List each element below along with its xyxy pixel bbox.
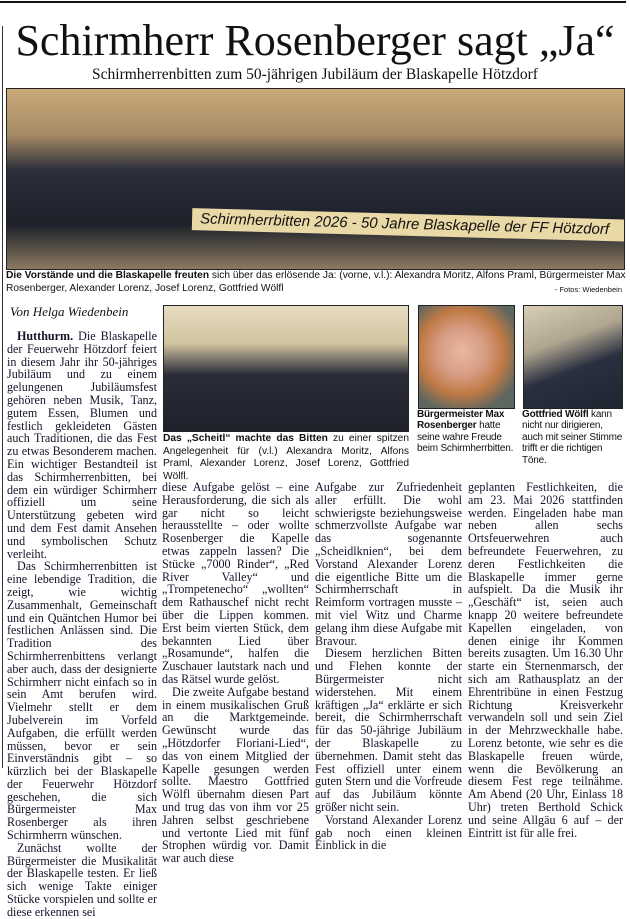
scheitl-photo — [163, 305, 409, 432]
article-column-4 — [468, 481, 623, 839]
caption-bold: Bürgermeister Max Rosenberger — [417, 409, 505, 432]
byline: Von Helga Wiedenbein — [10, 304, 129, 319]
rosenberger-photo-caption — [417, 409, 518, 455]
top-rule — [0, 1, 626, 3]
photo-banner-text: Schirmherrbitten 2026 - 50 Jahre Blaskapelle der FF Hötzdorf — [192, 208, 625, 242]
photo-credit: - Fotos: Wiedenbein — [554, 285, 622, 294]
headline: Schirmherr Rosenberger sagt „Ja“ — [15, 16, 615, 65]
dateline: Hutthurm. — [17, 329, 74, 343]
paragraph: Diesem herzlichen Bitten und Flehen konnte der Bürgermeister nicht widerstehen. Mit einem kräftigen „Ja“ erklärte er sich bereit, die Schirmherrschaft für das 50-jährige Jubiläum der Blaskapelle zu übernehmen. Damit steht das Fest offiziell unter einem guten Stern und die Vorfreude auf das Jubiläum könnte größer nicht sein. — [315, 646, 462, 814]
caption-text: sich über das erlösende Ja: (vorne, v.l.): Alexandra Moritz, Alfons Praml, Bürgermeister Max Rosenberger, Alexander Lorenz, Josef Lorenz, Gottfried Wölfl — [6, 270, 626, 294]
paragraph: Vorstand Alexander Lorenz gab noch einen kleinen Einblick in die — [315, 812, 462, 853]
left-rule — [2, 26, 3, 768]
article-column-3 — [315, 481, 462, 852]
main-photo-caption — [6, 270, 626, 295]
paragraph: Zunächst wollte der Bürgermeister die Musikalität der Blaskapelle testen. Er ließ sich wenige Takte einiger Stücke vorspielen und sollte er diese erkennen sei — [7, 840, 157, 919]
caption-text: zu einer spitzen Angelegenheit für (v.l.) Alexandra Moritz, Alfons Praml, Alexander Lorenz, Josef Lorenz, Gottfried Wölfl. — [163, 433, 409, 482]
caption-text: hatte seine wahre Freude beim Schirmherrbitten. — [417, 420, 514, 455]
main-photo — [6, 88, 625, 270]
caption-text: kann nicht nur dirigieren, auch mit seiner Stimme trifft er die richtigen Töne. — [522, 409, 623, 466]
paragraph: Die Blaskapelle der Feuerwehr Hötzdorf feiert in diesem Jahr ihr 50-jähriges Jubiläum und zu einem gelungenen Jubiläumsfest gehören neben Musik, Tanz, gutem Essen, Blumen und festlich gekleideten Gästen auch Traditionen, die das Fest zu etwas Besonderem machen. Ein wichtiger Bestandteil ist das Schirmherrenbitten, bei dem ein würdiger Schirmherr offiziell um seine Unterstützung gebeten wird und dem Fest damit Ansehen und symbolischen Schutz verleiht. — [7, 329, 157, 561]
caption-bold: Das „Scheitl“ machte das Bitten — [163, 433, 328, 444]
rosenberger-photo — [418, 305, 515, 409]
scheitl-photo-caption — [163, 433, 409, 483]
paragraph: Aufgabe zur Zufriedenheit aller erfüllt. Die wohl schwierigste beziehungsweise schmerzvollste Aufgabe war das sogenannte „Scheidlknien“, bei dem Vorstand Alexander Lorenz die eigentliche Bitte um die Schirmherrschaft in Reimform vortragen musste – mit viel Witz und Charme gelang ihm diese Aufgabe mit Bravour. — [315, 480, 462, 648]
paragraph: Die zweite Aufgabe bestand in einem musikalischen Gruß an die Marktgemeinde. Gewünscht wurde das „Hötzdorfer Floriani-Lied“, das von einem Mitglied der Kapelle gesungen werden sollte. Maestro Gottfried Wölfl übernahm diesen Part und trug das von ihm vor 25 Jahren selbst geschriebene und vertonte Lied mit fünf Strophen würdig vor. Damit war auch diese — [162, 684, 309, 866]
woelfl-photo-caption — [522, 409, 626, 466]
caption-bold: Gottfried Wölfl — [522, 409, 589, 420]
subheadline: Schirmherrenbitten zum 50-jährigen Jubiläum der Blaskapelle Hötzdorf — [92, 66, 538, 83]
woelfl-photo — [523, 305, 623, 409]
paragraph: Das Schirmherrenbitten ist eine lebendige Tradition, die zeigt, wie wichtig Zusammenhalt, Gemeinschaft und ein Quäntchen Humor bei festlichen Anlässen sind. Die Tradition des Schirmherrenbittens verlangt aber auch, dass der designierte Schirmherr nicht einfach so in sein Amt berufen wird. Vielmehr stellt er dem Jubelverein im Vorfeld Aufgaben, die erfüllt werden müssen, bevor er sein Einverständnis gibt – so kürzlich bei der Blaskapelle der Feuerwehr Hötzdorf geschehen, die sich Bürgermeister Max Rosenberger als ihren Schirmherrn wünschen. — [7, 559, 157, 843]
paragraph: diese Aufgabe gelöst – eine Herausforderung, die sich als gar nicht so leicht herausstellte – oder wollte Rosenberger die Kapelle etwas zappeln lassen? Die Stücke „7000 Rinder“, „Red River Valley“ und „Trompetenecho“ „wollten“ dem Rathauschef nicht recht über die Lippen kommen. Erst beim vierten Stück, dem bekannten Lied über „Rosamunde“, halfen die Zuschauer lautstark nach und das Rätsel wurde gelöst. — [162, 480, 309, 686]
article-column-2 — [162, 481, 309, 865]
article-column-1 — [7, 330, 157, 919]
caption-bold: Die Vorstände und die Blaskapelle freuten — [6, 270, 210, 281]
paragraph: geplanten Festlichkeiten, die am 23. Mai 2026 stattfinden werden. Eingeladen habe man neben allen sechs Ortsfeuerwehren auch befreundete Feuerwehren, zu deren Festlichkeiten die Blaskapelle immer gerne aufspielt. Da die Musik ihr „Geschäft“ ist, seien auch knapp 20 weitere befreundete Kapellen eingeladen, von denen einige ihr Kommen bereits zusagten. Um 16.30 Uhr starte ein Sternenmarsch, der sich am Rathausplatz an der Ehrentribüne in einen Festzug Richtung Kreisverkehr verwandeln soll und sein Ziel in der Mehrzweckhalle habe. Lorenz betonte, wie sehr es die Blaskapelle freuen würde, wenn die Bevölkerung an diesem Fest rege teilnähme. Am Abend (20 Uhr, Einlass 18 Uhr) treten Berthold Schick und seine Allgäu 6 auf – der Eintritt ist für alle frei. — [468, 480, 623, 840]
